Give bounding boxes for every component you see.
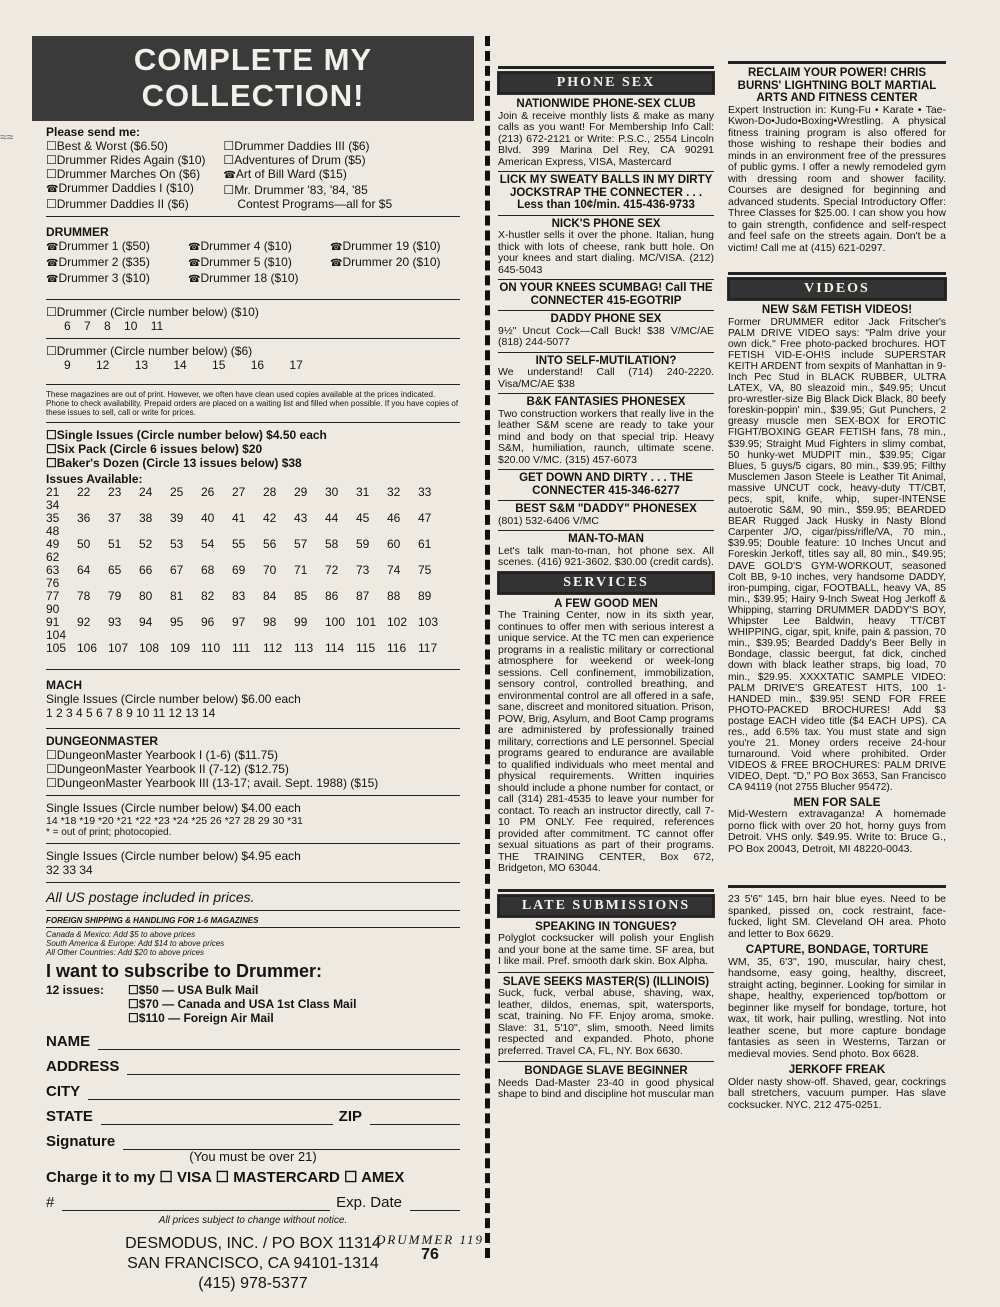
issue-number: 33	[418, 485, 432, 499]
foreign-list	[46, 930, 460, 957]
divider	[46, 927, 460, 928]
issue-number: 36	[77, 511, 91, 525]
issue-number: 43	[294, 511, 308, 525]
drummer-item[interactable]: ☎ Drummer 3 ($10)	[46, 271, 188, 287]
foreign-line: Canada & Mexico: Add $5 to above prices	[46, 930, 196, 939]
issue-number: 88	[387, 589, 401, 603]
ad-body: Mid-Western extravaganza! A homemade porno flick with over 20 hot, horny guys from Detroit. VHS only. $49.95. Write to: Bruce G., PO Box 20043, Detroit, MI 48220-0043.	[728, 808, 946, 855]
issue-number: 78	[77, 589, 91, 603]
circle6-option[interactable]: ☐ Drummer (Circle number below) ($6)	[46, 344, 460, 358]
issue-number: 42	[263, 511, 277, 525]
issue-number: 22	[77, 485, 91, 499]
ad-body: Needs Dad-Master 23-40 in good physical shape to bind and discipline hot muscular man	[498, 1076, 714, 1100]
issue-number: 27	[232, 485, 246, 499]
issue-number: 39	[170, 511, 184, 525]
issue-number: 57	[294, 537, 308, 551]
divider	[46, 384, 460, 385]
divider	[46, 910, 460, 911]
issue-number: 28	[263, 485, 277, 499]
drummer-item[interactable]: ☎ Drummer 4 ($10)	[188, 239, 330, 255]
address-label: ADDRESS	[46, 1058, 120, 1075]
issue-number: 92	[77, 615, 91, 629]
circle6-nums: 9 12 13 14 15 16 17	[64, 358, 303, 372]
ad-heading: MEN FOR SALE	[793, 796, 881, 809]
ad-heading: SLAVE SEEKS MASTER(S) (ILLINOIS)	[502, 975, 710, 988]
dm-single: Single Issues (Circle number below) $4.00 each	[46, 801, 301, 815]
issue-number: 75	[418, 563, 432, 577]
dm-nums2: 32 33 34	[46, 863, 93, 877]
issue-number: 47	[418, 511, 432, 525]
zip-label: ZIP	[338, 1108, 362, 1125]
column-divider	[485, 36, 491, 1258]
issue-number: 58	[325, 537, 339, 551]
ad-divider	[498, 500, 714, 501]
issue-number: 108	[139, 641, 160, 655]
issue-number: 95	[170, 615, 184, 629]
send-item[interactable]: ☐ Drummer Rides Again ($10)	[46, 153, 223, 167]
ad-divider	[498, 393, 714, 394]
ad-heading: DADDY PHONE SEX	[550, 313, 662, 325]
issue-number: 67	[170, 563, 184, 577]
single-issues-option[interactable]: ☐ Single Issues (Circle number below) $4.50 each	[46, 428, 460, 442]
drummer-item[interactable]: ☎ Drummer 20 ($10)	[330, 255, 472, 271]
address-line: DESMODUS, INC. / PO BOX 11314	[125, 1235, 381, 1252]
issue-number: 53	[170, 537, 184, 551]
issue-number: 68	[201, 563, 215, 577]
issue-number: 114	[325, 641, 345, 655]
charge-options[interactable]: Charge it to my ☐ VISA ☐ MASTERCARD ☐ AMEX	[46, 1169, 405, 1186]
state-label: STATE	[46, 1108, 93, 1125]
ad-heading: SPEAKING IN TONGUES?	[535, 920, 677, 933]
issue-number: 79	[108, 589, 122, 603]
issue-number: 64	[77, 563, 91, 577]
issue-number: 82	[201, 589, 215, 603]
subscribe-options	[46, 983, 460, 1025]
issue-number: 87	[356, 589, 370, 603]
late-header: LATE SUBMISSIONS	[498, 895, 714, 917]
send-item[interactable]: ☐ Drummer Daddies III ($6)	[223, 139, 460, 153]
send-item[interactable]: ☎ Drummer Daddies I ($10)	[46, 181, 223, 197]
send-item[interactable]: ☐ Drummer Marches On ($6)	[46, 167, 223, 181]
issue-number: 77	[46, 589, 60, 603]
magazine-name: DRUMMER 119	[375, 1232, 484, 1247]
ad-body: Let's talk man-to-man, hot phone sex. All scenes. (416) 921-3602. $30.00 (credit cards).	[498, 544, 714, 568]
issue-number: 100	[325, 615, 346, 629]
issue-number: 63	[46, 563, 60, 577]
issues-head: Issues Available:	[46, 472, 143, 486]
send-item[interactable]: ☐ Best & Worst ($6.50)	[46, 139, 223, 153]
issue-number: 24	[139, 485, 153, 499]
ad-body: We understand! Call (714) 240-2220. Visa/MC/AE $38	[498, 366, 714, 390]
dm-single2: Single Issues (Circle number below) $4.95 each	[46, 849, 301, 863]
issue-number: 90	[46, 602, 60, 616]
issue-number: 84	[263, 589, 277, 603]
ad-body: Suck, fuck, verbal abuse, shaving, wax, leather, dildos, enemas, spit, watersports, scat, training. No FF. Enjoy aroma, smoke. Slave: 31, 5'10", slim, smooth. Need limits respected and expanded. Photo, phone preferred. Travel CA, FL, NY. Box 6630.	[498, 987, 714, 1057]
divider	[46, 728, 460, 729]
divider	[46, 882, 460, 883]
issue-number: 94	[139, 615, 153, 629]
sub-option[interactable]: ☐ $50 — USA Bulk Mail	[128, 983, 356, 997]
issue-number: 97	[232, 615, 246, 629]
foreign-line: South America & Europe: Add $14 to above prices	[46, 939, 225, 948]
issue-number: 51	[108, 537, 122, 551]
issue-number: 45	[356, 511, 370, 525]
issue-number: 62	[46, 550, 60, 564]
drummer-items	[46, 239, 460, 287]
issue-number: 48	[46, 524, 60, 538]
banner-line-2: COLLECTION!	[141, 78, 365, 113]
issue-number: 38	[139, 511, 153, 525]
videos-header: VIDEOS	[728, 278, 946, 300]
issue-number: 69	[232, 563, 246, 577]
issue-number: 81	[170, 589, 184, 603]
issue-number: 70	[263, 563, 277, 577]
issue-number: 86	[325, 589, 339, 603]
issue-number: 26	[201, 485, 215, 499]
drummer-item[interactable]: ☎ Drummer 5 ($10)	[188, 255, 330, 271]
foreign-head: FOREIGN SHIPPING & HANDLING FOR 1-6 MAGAZINES	[46, 916, 259, 925]
issue-number: 23	[108, 485, 122, 499]
send-item[interactable]: ☎ Art of Bill Ward ($15)	[223, 167, 460, 183]
issue-number: 35	[46, 511, 60, 525]
issue-number: 41	[232, 511, 246, 525]
ad-divider	[498, 171, 714, 172]
issue-number: 31	[356, 485, 370, 499]
issue-number: 76	[46, 576, 60, 590]
subscribe-title: I want to subscribe to Drummer:	[46, 961, 323, 981]
issue-number: 54	[201, 537, 215, 551]
issue-number: 93	[108, 615, 122, 629]
sub-option[interactable]: ☐ $70 — Canada and USA 1st Class Mail	[128, 997, 356, 1011]
issue-number: 117	[418, 641, 438, 655]
ad-divider	[498, 1061, 714, 1062]
page-number: 76	[421, 1246, 439, 1263]
late-ads	[498, 921, 714, 1101]
issue-number: 91	[46, 615, 60, 629]
drummer-item[interactable]: ☎ Drummer 2 ($35)	[46, 255, 188, 271]
ad-body: Expert Instruction in: Kung-Fu • Karate • Tae-Kwon-Do•Judo•Boxing•Wrestling. A physical fitness training program is also offered for those wishing to reshape their bodies and minds in an environment free of the pressures of public gyms. I offer a newly remodeled gym with dressing room and shower facility. Courses are designed for beginning and advanced students. Special Introductory Offer: Three Classes for $25.00. I can show you how to gain strength, confidence and self-respect and feel safe on the streets again. Don't be a victim! Call me at (415) 621-0297.	[728, 103, 946, 254]
issue-number: 71	[294, 563, 308, 577]
ad-heading: B&K FANTASIES PHONESEX	[526, 396, 686, 408]
divider	[46, 843, 460, 844]
classified-right	[728, 56, 946, 1111]
ad-heading: BONDAGE SLAVE BEGINNER	[524, 1065, 688, 1077]
drummer-item[interactable]: ☎ Drummer 1 ($50)	[46, 239, 188, 255]
dm-note: * = out of print; photocopied.	[46, 827, 172, 838]
issue-number: 66	[139, 563, 153, 577]
issue-number: 46	[387, 511, 401, 525]
ad-heading: NATIONWIDE PHONE-SEX CLUB	[516, 98, 696, 110]
address-line: SAN FRANCISCO, CA 94101-1314	[127, 1255, 379, 1272]
phonesex-header: PHONE SEX	[498, 72, 714, 94]
issue-number: 107	[108, 641, 129, 655]
issue-number: 99	[294, 615, 308, 629]
issues12-label: 12 issues:	[46, 983, 105, 997]
issue-number: 109	[170, 641, 191, 655]
issue-number: 59	[356, 537, 370, 551]
issue-number: 72	[325, 563, 339, 577]
margin-mark: ≈≈	[0, 130, 14, 144]
issue-number: 34	[46, 498, 60, 512]
issue-number: 37	[108, 511, 122, 525]
issue-number: 56	[263, 537, 277, 551]
ad-heading: A FEW GOOD MEN	[554, 597, 658, 610]
ad-body: The Training Center, now in its sixth year, continues to offer men with serious interest a unique service. At the TC men can experience programs in a realistic military or correctional atmosphere for weekend or week-long sessions. Cell confinement, immobilization, sensory control, controlled breathing, and environmental control are all offered in a safe, sane, discreet and monitored situation. Prison, POW, Brig, Asylum, and Boot Camp programs are administered by professionally trained military, corrections and LE personnel. Special programs geared to endurance are available to qualified individuals who meet mental and physical requirements. Written inquiries should include a phone number for contact, or call (314) 281-4535 to leave your number for contact. To reach an instructor directly, call 7-10 PM ONLY. Fee required, references provided after commitment. TC cannot offer sexual situations as part of their programs. THE TRAINING CENTER, Box 672, Bridgeton, MO 63044.	[498, 609, 714, 874]
city-field[interactable]	[46, 1083, 460, 1100]
issue-number: 98	[263, 615, 277, 629]
issue-number: 73	[356, 563, 370, 577]
sub-option[interactable]: ☐ $110 — Foreign Air Mail	[128, 1011, 356, 1025]
send-item[interactable]: ☐ Mr. Drummer '83, '84, '85	[223, 183, 460, 197]
state-zip-field[interactable]	[46, 1108, 460, 1125]
bakers-dozen-option[interactable]: ☐ Baker's Dozen (Circle 13 issues below) $38	[46, 456, 460, 470]
page-footer	[376, 1232, 484, 1262]
circle10-nums: 6 7 8 10 11	[64, 319, 164, 333]
ad-heading: NICK'S PHONE SEX	[551, 217, 661, 230]
drummer-head: DRUMMER	[46, 225, 109, 239]
over21-note: (You must be over 21)	[189, 1149, 317, 1164]
dm-head: DUNGEONMASTER	[46, 734, 159, 748]
ad-heading: GET DOWN AND DIRTY . . . THE CONNECTER 415-346-6277	[519, 472, 693, 497]
ad-heading: ON YOUR KNEES SCUMBAG! Call THE CONNECTER 415-EGOTRIP	[499, 282, 713, 307]
circle10-option[interactable]: ☐ Drummer (Circle number below) ($10)	[46, 305, 460, 319]
send-item: Contest Programs—all for $5	[237, 197, 393, 211]
order-form	[32, 36, 484, 1294]
out-of-print-note: These magazines are out of print. However, we often have clean used copies available at the prices indicated. Phone to check availability. Prepaid orders are placed on a waiting list and filled when possible. If you have copies of these issues to sell, call or write for prices.	[46, 390, 459, 417]
ad-body: 9½" Uncut Cock—Call Buck! $38 V/MC/AE (818) 244-5077	[498, 324, 714, 348]
address-phone: (415) 978-5377	[198, 1275, 308, 1292]
divider	[46, 669, 460, 670]
postage-note: All US postage included in prices.	[46, 889, 255, 905]
issue-number: 61	[418, 537, 432, 551]
issue-number: 110	[201, 641, 221, 655]
ad-heading: NEW S&M FETISH VIDEOS!	[761, 304, 913, 316]
classified-middle	[498, 56, 714, 1101]
issue-number: 30	[325, 485, 339, 499]
issue-number: 55	[232, 537, 246, 551]
drummer-item[interactable]: ☎ Drummer 18 ($10)	[188, 271, 330, 287]
ad-divider	[498, 352, 714, 353]
issue-number: 85	[294, 589, 308, 603]
issue-number: 112	[263, 641, 283, 655]
card-field[interactable]	[46, 1194, 460, 1211]
ad-divider	[498, 972, 714, 973]
issue-number: 115	[356, 641, 376, 655]
ad-heading: JERKOFF FREAK	[788, 1064, 886, 1077]
issue-number: 44	[325, 511, 339, 525]
issue-number: 65	[108, 563, 122, 577]
signature-field[interactable]	[46, 1133, 460, 1150]
ad-divider	[498, 310, 714, 311]
issue-number: 105	[46, 641, 67, 655]
ad-divider	[498, 215, 714, 216]
drummer-item[interactable]: ☎ Drummer 19 ($10)	[330, 239, 472, 255]
please-send: Please send me:	[46, 125, 141, 139]
services-header: SERVICES	[498, 572, 714, 594]
dm-item[interactable]: ☐ DungeonMaster Yearbook I (1-6) ($11.75)	[46, 748, 460, 762]
issue-number: 21	[46, 485, 60, 499]
ad-heading: RECLAIM YOUR POWER! CHRIS BURNS' LIGHTNING BOLT MARTIAL ARTS AND FITNESS CENTER	[737, 67, 937, 104]
ad-body: X-hustler sells it over the phone. Italian, hung thick with lots of cheese, rank butt hole. On your knees and start dialing. MC/VISA. (212) 645-5043	[498, 229, 714, 276]
issue-number: 116	[387, 641, 407, 655]
divider	[46, 795, 460, 796]
dm-item[interactable]: ☐ DungeonMaster Yearbook II (7-12) ($12.75)	[46, 762, 460, 776]
ad-heading: MAN-TO-MAN	[568, 533, 644, 545]
ad-body: Join & receive monthly lists & make as many calls as you want! For Membership Info Call: (213) 672-2121 or Write: P.S.C., 2554 Lincoln Blvd. 399 Marina Del Rey, CA 90291 American Express, VISA, Mastercard	[498, 109, 714, 168]
ad-divider	[498, 530, 714, 531]
ad-body: Two construction workers that really live in the leather S&M scene are ready to take your mind and body on that special trip. Heavy S&M, humiliation, raunch, ultimate scene. $20.00 V/MC. (315) 457-6073	[498, 407, 714, 466]
ad-divider	[498, 469, 714, 470]
issue-number: 29	[294, 485, 308, 499]
ad-body: (801) 532-6406 V/MC	[498, 514, 599, 527]
issue-number: 96	[201, 615, 215, 629]
exp-label: Exp. Date	[336, 1194, 402, 1211]
signature-label: Signature	[46, 1133, 116, 1150]
divider	[46, 216, 460, 217]
issue-number: 52	[139, 537, 153, 551]
issue-number: 25	[170, 485, 184, 499]
issue-number: 83	[232, 589, 246, 603]
foreign-line: All Other Countries: Add $20 to above prices	[46, 948, 205, 957]
ad-body: Older nasty show-off. Shaved, gear, cockrings ball stretchers, vacuum pumper. Has slave cocksucker. NYC. 212 475-0251.	[728, 1075, 946, 1111]
send-items	[46, 139, 460, 211]
dm-item[interactable]: ☐ DungeonMaster Yearbook III (13-17; avail. Sept. 1988) ($15)	[46, 776, 460, 790]
ad-heading: BEST S&M "DADDY" PHONESEX	[515, 503, 697, 515]
send-item[interactable]: ☐ Adventures of Drum ($5)	[223, 153, 460, 167]
prices-note: All prices subject to change without notice.	[158, 1215, 348, 1226]
mach-single: Single Issues (Circle number below) $6.00 each	[46, 692, 301, 706]
issue-number: 111	[232, 641, 251, 655]
name-field[interactable]	[46, 1033, 460, 1050]
banner-line-1: COMPLETE MY	[133, 42, 373, 77]
issue-number: 106	[77, 641, 98, 655]
issue-number: 40	[201, 511, 215, 525]
ad-divider	[498, 279, 714, 280]
mach-head: MACH	[46, 678, 82, 692]
ad-body: WM, 35, 6'3", 190, muscular, hairy chest, handsome, easy going, healthy, discreet, straight acting, beginner. Looking for similar in shape, healthy, experienced top/bottom or beginner like myself for bondage, torture, hot wax, tit work, hair pulling, wrestling. Not into leather scene, but more capture bondage fantasies as seen in Westerns, Tarzan or medieval movies. Send photo. Box 6628.	[728, 955, 946, 1060]
sixpack-option[interactable]: ☐ Six Pack (Circle 6 issues below) $20	[46, 442, 460, 456]
phonesex-ads	[498, 98, 714, 569]
send-item[interactable]: ☐ Drummer Daddies II ($6)	[46, 197, 223, 211]
hash-label: #	[46, 1194, 55, 1211]
ad-heading: CAPTURE, BONDAGE, TORTURE	[745, 944, 929, 957]
ad-body: Former DRUMMER editor Jack Fritscher's PALM DRIVE VIDEO says: "Palm drive your own dick." Free photo-packed brochures. HOT FETISH VID-E-OH!S include SUPERSTAR KEITH ARDENT from sexpits of Manhattan in 9-Inch Pec Stud in BLACK RUBBER, ULTRA LATEX, VA, 80 sleazoid min., $49.95; Uncut pro-wrestler-size Big Black Dick Black, 80 beefy foreskin-poppin' min., $39.95; Gut Punchers, 2 greasy muscle men SEX-BOX for EROTIC FIGHT/BOXING GEAR FETISH fans, 78 min., $39.95; Straight Mud Fighters in slimy combat, 50 hunky-wet MUDPIT min., $39.95; Cigar Blues, 5 guys/5 cigars, 80 min., $39.95; Filthy Musclemen Jason Steele is Leather Tit Animal, massive UNCUT cock, heavy-duty TT/CBT, pecs, spit, knife, whip, super-INTENSE autoerotic S&M, 90 min., $59.95; BEARDED BEAR Rugged Jack Husky in Nasty Blond Carpenter J/O, cigar/piss/rifle/VA, 70 min., $39.95; Double feature: 10 Inches Uncut and Foreskin Jerkoff, titles say all, 80 min., $49.95; DAVE GOLD'S GYM-WORKOUT, seasoned Colt BB, 9-10 inches, very handsome DADDY, iron-pumping, cigar, FOOTBALL, heavy VA, 85 min., $39.95; Hairy 9-Inch Sweat Hog Jerkoff & Whipping, starring DRUMMER DADDY'S BOY, Whipster Lee Baldwin, heavy TT/CBT WHIPPING, cigar, spit, knife, pain & passion, 70 min., $39.95; Bearded Daddy's Beer Belly in Bondage, classic beergut, fat dick, cinched down with black leather straps, big load, 70 min., $29.95. XXXXTATIC SAMPLE VIDEO: PALM DRIVE'S GREATEST HITS, 100 1-HANDED min., $39.95! SEND FOR FREE PHOTO-PACKED BROCHURES! Add $3 postage EACH video title ($4 EACH UPS). CA res., add 6.5% tax. You must state and sign you're 21. Money orders receive 24-hour turnaround. Void where prohibited. Order VIDEOS & FREE BROCHURES: PALM DRIVE VIDEO, Dept. "D," PO Box 3653, San Francisco CA 94119 (not 2755 Blucher 95472).	[728, 316, 946, 794]
issue-number: 49	[46, 537, 60, 551]
issue-number: 74	[387, 563, 401, 577]
ad-body: 23 5'6" 145, brn hair blue eyes. Need to be spanked, pissed on, cock restraint, face-fucked, light SM. Cleveland OH area. Photo and letter to Box 6629.	[728, 893, 946, 940]
ad-heading: LICK MY SWEATY BALLS IN MY DIRTY JOCKSTRAP THE CONNECTER . . . Less than 10¢/min. 415-436-9733	[499, 174, 713, 211]
banner	[32, 36, 474, 121]
issue-number: 32	[387, 485, 401, 499]
name-label: NAME	[46, 1033, 91, 1050]
issue-number: 60	[387, 537, 401, 551]
address-field[interactable]	[46, 1058, 460, 1075]
mach-nums: 1 2 3 4 5 6 7 8 9 10 11 12 13 14	[46, 706, 216, 720]
issue-number: 101	[356, 615, 377, 629]
divider	[46, 422, 460, 423]
city-label: CITY	[46, 1083, 81, 1100]
issue-number: 89	[418, 589, 432, 603]
issue-number: 113	[294, 641, 314, 655]
dm-nums: 14 *18 *19 *20 *21 *22 *23 *24 *25 26 *27 28 29 30 *31	[46, 815, 303, 827]
divider	[46, 338, 460, 339]
issue-number: 102	[387, 615, 408, 629]
issue-number: 104	[46, 628, 67, 642]
divider	[46, 299, 460, 300]
issue-number: 80	[139, 589, 153, 603]
issues-grid	[46, 486, 460, 655]
ad-body: Polyglot cocksucker will polish your English and your bone at the same time. SF area, but I like mail. Pref. smooth dark skin. Box Alpha.	[498, 932, 714, 967]
issue-number: 50	[77, 537, 91, 551]
issue-number: 103	[418, 615, 439, 629]
ad-heading: INTO SELF-MUTILATION?	[535, 354, 677, 367]
